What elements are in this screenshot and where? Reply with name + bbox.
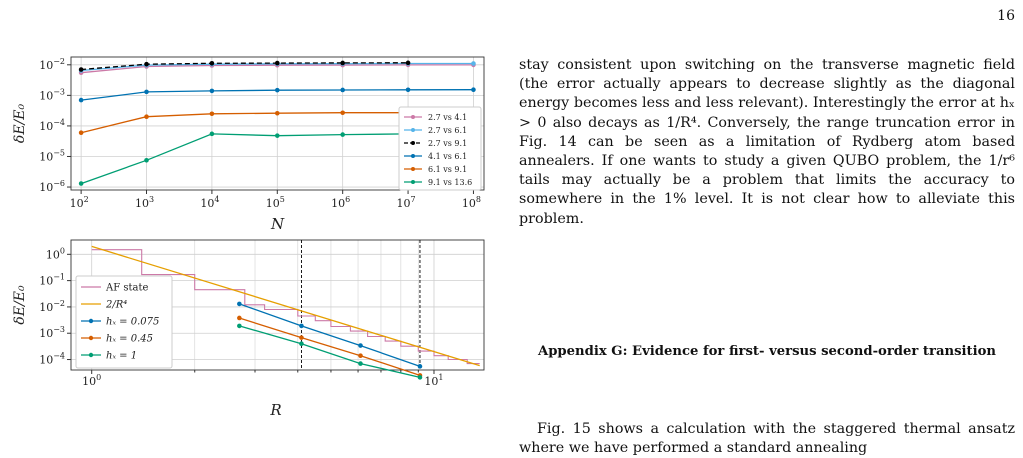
y-tick-label: $10^{-1}$ xyxy=(39,272,65,288)
data-point xyxy=(340,61,345,66)
x-axis-label: N xyxy=(270,215,285,233)
paragraph-fig15: Fig. 15 shows a calculation with the staggered thermal ansatz where we have performed a standard annealing xyxy=(519,421,1015,457)
figure xyxy=(0,0,505,449)
data-point xyxy=(79,130,84,135)
series-line xyxy=(81,134,408,184)
bottom-plot xyxy=(12,240,484,419)
legend-label: 2.7 vs 6.1 xyxy=(428,126,468,135)
legend-label: 2/R⁴ xyxy=(106,299,128,311)
data-point xyxy=(79,181,84,186)
x-tick-label: $10^1$ xyxy=(424,373,444,388)
y-tick-label: $10^{-3}$ xyxy=(39,87,65,103)
data-point xyxy=(471,61,476,66)
x-tick-label: $10^2$ xyxy=(69,195,89,210)
data-point xyxy=(144,158,149,163)
y-axis-label: δE/E₀ xyxy=(12,103,28,144)
data-point xyxy=(275,133,280,138)
data-point xyxy=(340,132,345,137)
y-tick-label: $10^{-5}$ xyxy=(39,148,65,164)
data-point xyxy=(237,302,242,307)
data-point xyxy=(299,324,304,329)
data-point xyxy=(275,61,280,66)
x-tick-label: $10^3$ xyxy=(134,195,155,210)
legend-label: AF state xyxy=(106,282,149,294)
data-point xyxy=(340,110,345,115)
x-tick-label: $10^8$ xyxy=(461,195,481,210)
x-tick-label: $10^5$ xyxy=(265,195,285,210)
y-tick-label: $10^{-3}$ xyxy=(39,325,65,341)
legend-marker xyxy=(89,336,93,340)
x-tick-label: $10^6$ xyxy=(331,195,351,210)
data-point xyxy=(299,341,304,346)
legend-marker xyxy=(411,128,415,132)
legend-label: 2.7 vs 9.1 xyxy=(428,139,468,148)
legend-marker xyxy=(411,167,415,171)
y-tick-label: $10^{-2}$ xyxy=(39,298,65,314)
legend-label: 4.1 vs 6.1 xyxy=(428,152,468,161)
data-point xyxy=(210,132,215,137)
data-point xyxy=(210,89,215,94)
data-point xyxy=(275,88,280,93)
data-point xyxy=(418,364,423,369)
data-point xyxy=(406,61,411,66)
data-point xyxy=(406,88,411,93)
y-tick-label: $10^{-6}$ xyxy=(39,179,65,195)
data-point xyxy=(358,343,363,348)
data-point xyxy=(79,98,84,103)
body-text-column xyxy=(519,56,1015,229)
data-point xyxy=(299,335,304,340)
data-point xyxy=(144,90,149,95)
data-point xyxy=(358,353,363,358)
y-tick-label: $10^{-2}$ xyxy=(39,56,65,72)
data-point xyxy=(210,111,215,116)
y-tick-label: $10^{-4}$ xyxy=(39,351,65,367)
y-tick-label: $10^{-4}$ xyxy=(39,117,65,133)
legend-label: 2.7 vs 4.1 xyxy=(428,113,468,122)
hx-series-line xyxy=(239,304,420,367)
data-point xyxy=(79,67,84,72)
legend-label: hₓ = 0.45 xyxy=(106,333,153,345)
x-axis-label: R xyxy=(270,401,282,419)
page-number: 16 xyxy=(997,8,1015,24)
top-plot xyxy=(12,57,484,233)
data-point xyxy=(144,114,149,119)
legend-label: hₓ = 1 xyxy=(106,350,138,362)
hx-series-line xyxy=(239,318,420,375)
y-tick-label: $10^0$ xyxy=(45,246,65,262)
data-point xyxy=(340,88,345,93)
paragraph-continued: stay consistent upon switching on the transverse magnetic field (the error actually appears to decrease slightly as the diagonal energy becomes less and less relevant). Interestingly the error at hₓ > 0 also decays as 1/R⁴. Conversely, the range truncation error in Fig. 14 can be seen as a limitation of Rydberg atom based annealers. If one wants to study a given QUBO problem, the 1/r⁶ tails may actually be a problem that limits the accuracy to somewhere in the 1% level. It is not clear how to alleviate this problem. xyxy=(519,57,1015,227)
x-tick-label: $10^0$ xyxy=(82,373,102,388)
legend-marker xyxy=(411,115,415,119)
x-tick-label: $10^4$ xyxy=(200,195,220,210)
data-point xyxy=(358,361,363,366)
y-axis-label: δE/E₀ xyxy=(12,285,28,325)
data-point xyxy=(275,111,280,116)
data-point xyxy=(237,324,242,329)
legend-marker xyxy=(89,353,93,357)
x-tick-label: $10^7$ xyxy=(396,195,416,210)
legend-label: hₓ = 0.075 xyxy=(106,316,160,328)
series-line xyxy=(81,113,408,133)
data-point xyxy=(237,316,242,321)
data-point xyxy=(144,62,149,67)
legend-label: 6.1 vs 9.1 xyxy=(428,165,468,174)
data-point xyxy=(210,61,215,66)
legend-marker xyxy=(411,180,415,184)
legend-marker xyxy=(89,319,93,323)
legend-marker xyxy=(411,154,415,158)
data-point xyxy=(418,375,423,380)
data-point xyxy=(471,87,476,92)
legend-label: 9.1 vs 13.6 xyxy=(428,178,473,187)
legend-marker xyxy=(411,141,415,145)
appendix-heading: Appendix G: Evidence for first- versus second-order transition xyxy=(537,344,997,359)
